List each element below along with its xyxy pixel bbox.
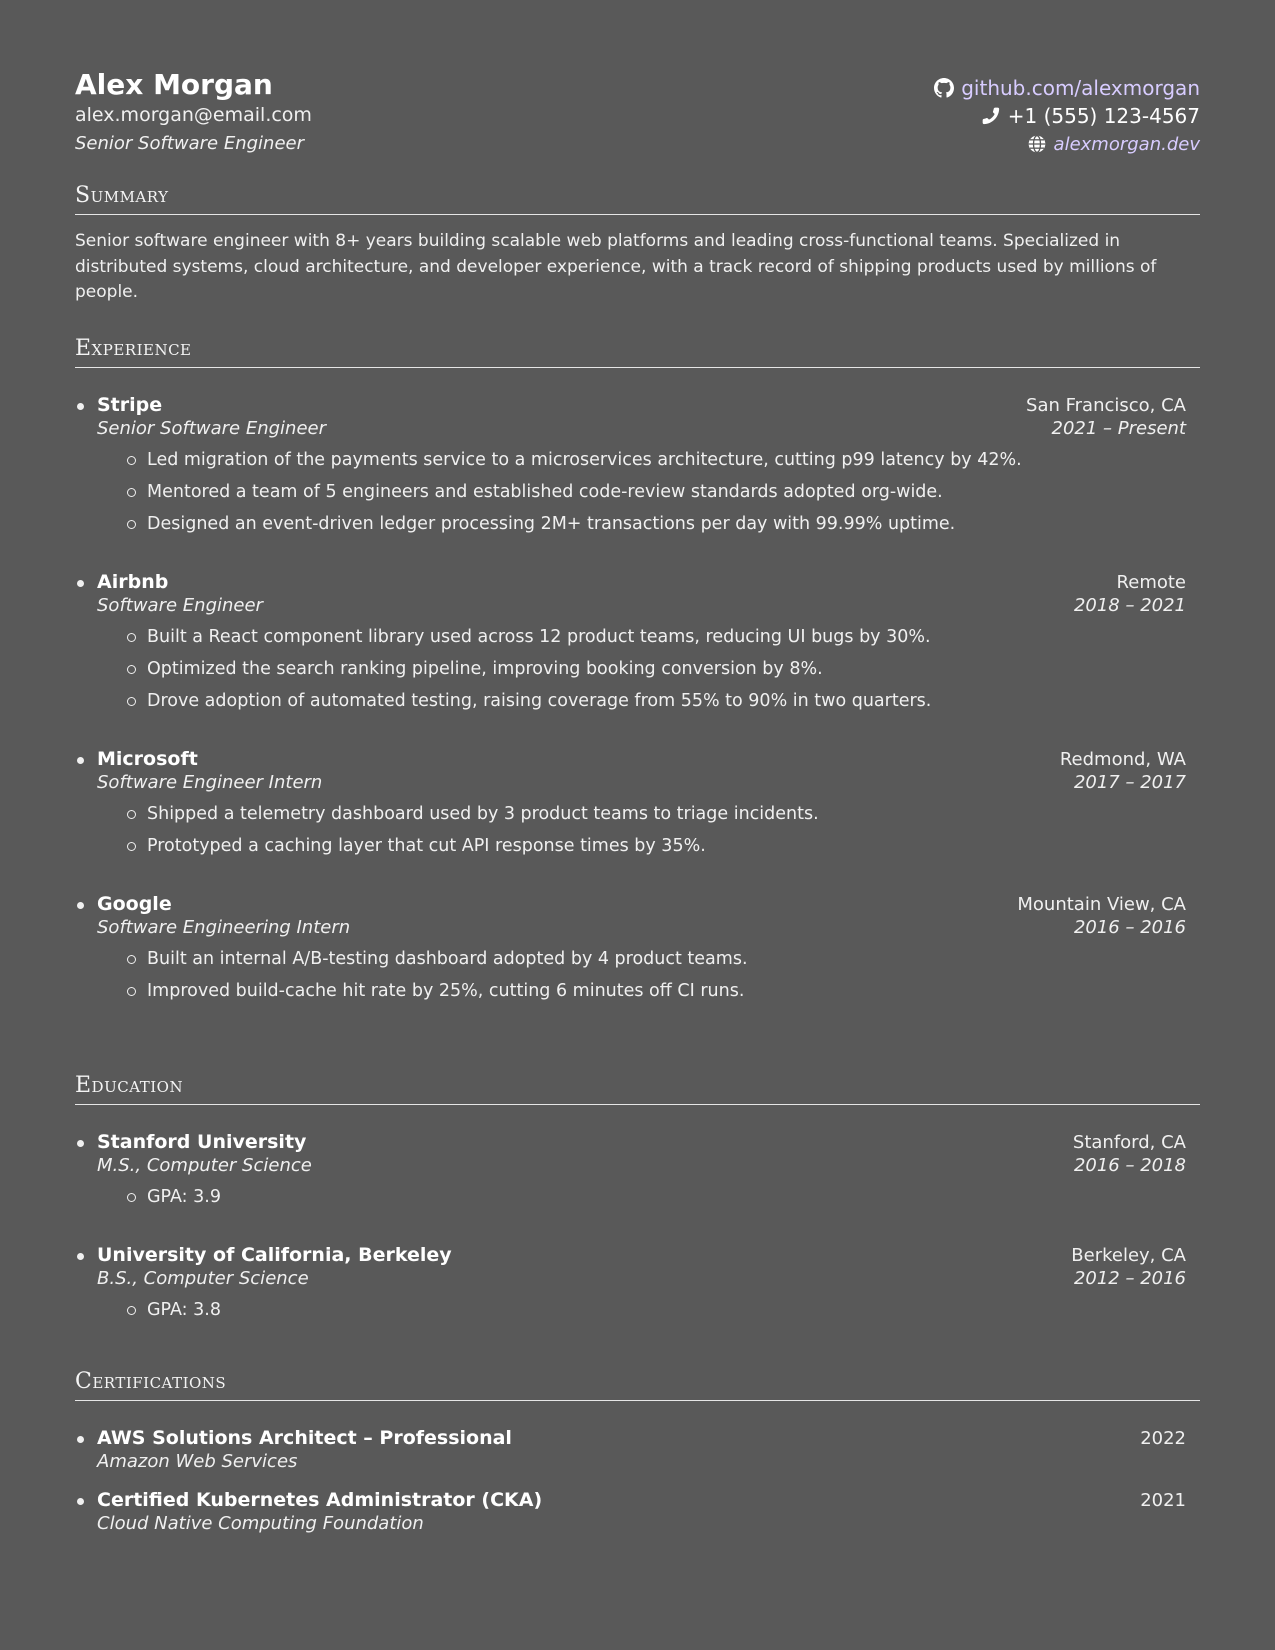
entry — [75, 571, 1200, 722]
dates-text: 2012 – 2016 — [1073, 1268, 1186, 1289]
list-item — [147, 626, 1200, 658]
entry — [75, 1244, 1200, 1331]
entry-header — [75, 893, 1200, 915]
year-text: 2022 — [1140, 1428, 1186, 1449]
summary-text: Senior software engineer with 8+ years building scalable web platforms and leading cross-functional teams. Specialized in distributed systems, cloud architecture, and developer experience, with a track record of shipping products used by millions of people. — [75, 231, 1157, 302]
github-text: github.com/alexmorgan — [961, 76, 1200, 100]
bullet-circle — [127, 987, 136, 996]
organization-name: Airbnb — [97, 571, 169, 593]
entry-header — [75, 394, 1200, 416]
bullet-circle — [127, 842, 136, 851]
entry-header — [75, 748, 1200, 770]
list-item-text: Built an internal A/B-testing dashboard adopted by 4 product teams. — [147, 949, 748, 969]
summary-section — [75, 183, 1200, 306]
list-item-text: Designed an event-driven ledger processing 2M+ transactions per day with 99.99% uptime. — [147, 514, 956, 534]
bullet-list — [75, 1299, 1200, 1331]
organization-name: University of California, Berkeley — [97, 1244, 452, 1266]
issuer-text: Amazon Web Services — [97, 1451, 298, 1472]
list-item — [147, 1299, 1200, 1331]
bullet-dot — [77, 757, 84, 764]
website-text: alexmorgan.dev — [1053, 133, 1200, 155]
bullet-dot — [77, 1253, 84, 1260]
list-item — [147, 658, 1200, 690]
list-item — [147, 690, 1200, 722]
entry-header — [75, 1244, 1200, 1266]
role-text: Software Engineering Intern — [97, 917, 351, 938]
list-item-text: GPA: 3.9 — [147, 1187, 221, 1207]
experience-section — [75, 336, 1200, 1012]
bullet-list — [75, 1186, 1200, 1218]
list-item — [147, 803, 1200, 835]
dates-text: 2017 – 2017 — [1073, 772, 1186, 793]
bullet-dot — [77, 1436, 84, 1443]
section-heading: Experience — [75, 336, 1200, 368]
location-text: Berkeley, CA — [1071, 1245, 1186, 1266]
list-item-text: Drove adoption of automated testing, raising coverage from 55% to 90% in two quarters. — [147, 691, 932, 711]
github-link[interactable] — [934, 74, 1200, 102]
entry-subheader — [75, 917, 1200, 938]
bullet-circle — [127, 1306, 136, 1315]
entry-header — [75, 1427, 1200, 1449]
list-item-text: Built a React component library used across 12 product teams, reducing UI bugs by 30%. — [147, 627, 931, 647]
bullet-circle — [127, 665, 136, 674]
bullet-circle — [127, 810, 136, 819]
bullet-dot — [77, 1140, 84, 1147]
bullet-list — [75, 449, 1200, 545]
list-item — [147, 835, 1200, 867]
role-text: Software Engineer — [97, 595, 263, 616]
role-text: Senior Software Engineer — [97, 418, 326, 439]
entry-subheader — [75, 418, 1200, 439]
list-item — [147, 481, 1200, 513]
education-section — [75, 1073, 1200, 1331]
bullet-circle — [127, 456, 136, 465]
list-item-text: Led migration of the payments service to a microservices architecture, cutting p99 latency by 42%. — [147, 450, 1022, 470]
section-heading: Education — [75, 1073, 1200, 1105]
entry-subheader — [75, 1155, 1200, 1176]
location-text: Stanford, CA — [1072, 1132, 1186, 1153]
location-text: Mountain View, CA — [1017, 894, 1186, 915]
certification-entry — [75, 1427, 1200, 1472]
list-item-text: Mentored a team of 5 engineers and established code-review standards adopted org-wide. — [147, 482, 943, 502]
bullet-circle — [127, 520, 136, 529]
entry — [75, 748, 1200, 867]
list-item-text: Shipped a telemetry dashboard used by 3 product teams to triage incidents. — [147, 804, 819, 824]
phone-text: +1 (555) 123-4567 — [1007, 104, 1200, 128]
bullet-dot — [77, 403, 84, 410]
phone-line — [934, 102, 1200, 130]
globe-icon — [1027, 134, 1047, 154]
dates-text: 2021 – Present — [1051, 418, 1186, 439]
list-item — [147, 1186, 1200, 1218]
organization-name: Microsoft — [97, 748, 198, 770]
bullet-dot — [77, 902, 84, 909]
certifications-section — [75, 1369, 1200, 1534]
bullet-list — [75, 948, 1200, 1012]
location-text: Remote — [1116, 572, 1186, 593]
section-heading: Certifications — [75, 1369, 1200, 1401]
certification-name: Certified Kubernetes Administrator (CKA) — [97, 1489, 543, 1511]
entry-subheader — [75, 1513, 1200, 1534]
location-text: San Francisco, CA — [1026, 395, 1186, 416]
entry-subheader — [75, 595, 1200, 616]
entry-subheader — [75, 772, 1200, 793]
organization-name: Google — [97, 893, 172, 915]
list-item-text: GPA: 3.8 — [147, 1300, 221, 1320]
organization-name: Stripe — [97, 394, 163, 416]
role-text: M.S., Computer Science — [97, 1155, 312, 1176]
bullet-dot — [77, 1498, 84, 1505]
entry-subheader — [75, 1268, 1200, 1289]
dates-text: 2016 – 2016 — [1073, 917, 1186, 938]
bullet-list — [75, 803, 1200, 867]
entry-header — [75, 1489, 1200, 1511]
entry — [75, 1131, 1200, 1218]
dates-text: 2018 – 2021 — [1073, 595, 1186, 616]
bullet-circle — [127, 955, 136, 964]
location-text: Redmond, WA — [1059, 749, 1186, 770]
phone-icon — [981, 106, 1001, 126]
email-text: alex.morgan@email.com — [75, 104, 312, 126]
dates-text: 2016 – 2018 — [1073, 1155, 1186, 1176]
certification-entry — [75, 1489, 1200, 1534]
list-item-text: Optimized the search ranking pipeline, improving booking conversion by 8%. — [147, 659, 823, 679]
year-text: 2021 — [1140, 1490, 1186, 1511]
list-item — [147, 948, 1200, 980]
bullet-dot — [77, 580, 84, 587]
bullet-circle — [127, 1193, 136, 1202]
bullet-circle — [127, 697, 136, 706]
certification-name: AWS Solutions Architect – Professional — [97, 1427, 512, 1449]
entry — [75, 893, 1200, 1012]
list-item — [147, 980, 1200, 1012]
entry-header — [75, 571, 1200, 593]
bullet-circle — [127, 633, 136, 642]
list-item-text: Prototyped a caching layer that cut API response times by 35%. — [147, 836, 706, 856]
website-link[interactable] — [934, 130, 1200, 158]
list-item-text: Improved build-cache hit rate by 25%, cutting 6 minutes off CI runs. — [147, 981, 745, 1001]
entry — [75, 394, 1200, 545]
bullet-circle — [127, 488, 136, 497]
job-title: Senior Software Engineer — [75, 133, 304, 154]
role-text: Software Engineer Intern — [97, 772, 323, 793]
contact-block — [934, 74, 1200, 158]
list-item — [147, 449, 1200, 481]
entry-header — [75, 1131, 1200, 1153]
section-heading: Summary — [75, 183, 1200, 215]
issuer-text: Cloud Native Computing Foundation — [97, 1513, 424, 1534]
github-icon — [934, 78, 954, 98]
role-text: B.S., Computer Science — [97, 1268, 309, 1289]
resume-header — [75, 0, 1200, 170]
person-name: Alex Morgan — [75, 68, 273, 101]
entry-subheader — [75, 1451, 1200, 1472]
bullet-list — [75, 626, 1200, 722]
list-item — [147, 513, 1200, 545]
organization-name: Stanford University — [97, 1131, 307, 1153]
